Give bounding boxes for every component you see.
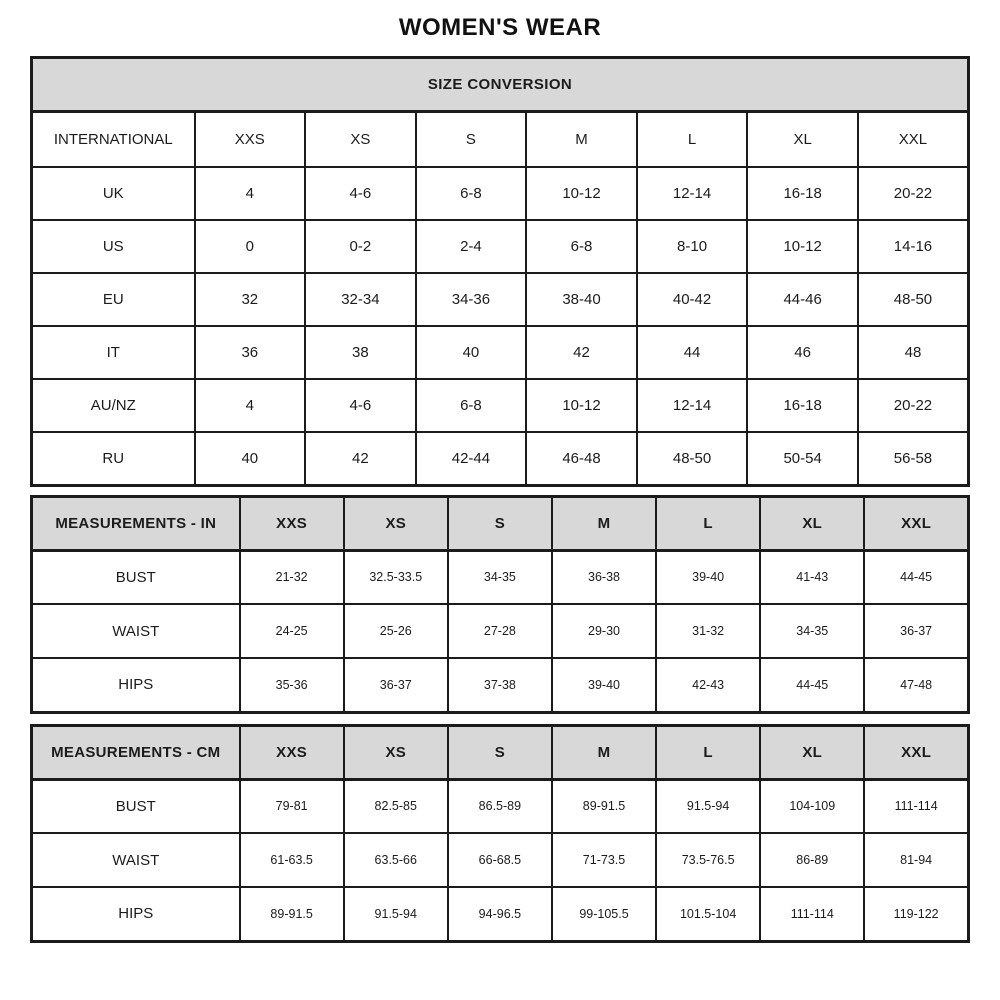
value-cell: 10-12 bbox=[526, 167, 637, 220]
value-cell: 21-32 bbox=[240, 550, 344, 604]
value-cell: 27-28 bbox=[448, 604, 552, 658]
page-title: WOMEN'S WEAR bbox=[398, 14, 602, 41]
size-column-header: XS bbox=[344, 725, 448, 779]
size-column-header: XL bbox=[760, 496, 864, 550]
size-column-header: XXL bbox=[864, 725, 968, 779]
size-column-header: S bbox=[448, 725, 552, 779]
size-column-header: XXL bbox=[858, 112, 969, 168]
value-cell: 20-22 bbox=[858, 379, 969, 432]
row-label: BUST bbox=[32, 550, 240, 604]
row-label: WAIST bbox=[32, 833, 240, 887]
size-column-header: S bbox=[448, 496, 552, 550]
value-cell: 34-35 bbox=[760, 604, 864, 658]
row-label: US bbox=[32, 220, 195, 273]
value-cell: 44-45 bbox=[864, 550, 968, 604]
size-column-header: S bbox=[416, 112, 527, 168]
value-cell: 42-44 bbox=[416, 432, 527, 485]
size-column-header: XXS bbox=[240, 496, 344, 550]
table-row bbox=[32, 833, 969, 887]
value-cell: 32 bbox=[195, 273, 306, 326]
value-cell: 36 bbox=[195, 326, 306, 379]
table-row bbox=[32, 779, 969, 833]
value-cell: 32.5-33.5 bbox=[344, 550, 448, 604]
size-column-header: XL bbox=[760, 725, 864, 779]
row-label: WAIST bbox=[32, 604, 240, 658]
value-cell: 39-40 bbox=[656, 550, 760, 604]
table-gap bbox=[30, 487, 970, 495]
value-cell: 29-30 bbox=[552, 604, 656, 658]
size-column-header: L bbox=[656, 496, 760, 550]
value-cell: 8-10 bbox=[637, 220, 748, 273]
size-conversion-table bbox=[30, 56, 970, 487]
column-header-row bbox=[32, 496, 969, 550]
value-cell: 25-26 bbox=[344, 604, 448, 658]
value-cell: 71-73.5 bbox=[552, 833, 656, 887]
value-cell: 56-58 bbox=[858, 432, 969, 485]
size-column-header: M bbox=[552, 725, 656, 779]
value-cell: 81-94 bbox=[864, 833, 968, 887]
value-cell: 16-18 bbox=[747, 379, 858, 432]
value-cell: 24-25 bbox=[240, 604, 344, 658]
value-cell: 20-22 bbox=[858, 167, 969, 220]
value-cell: 48 bbox=[858, 326, 969, 379]
value-cell: 91.5-94 bbox=[344, 887, 448, 941]
size-column-header: M bbox=[526, 112, 637, 168]
corner-header: MEASUREMENTS - IN bbox=[32, 496, 240, 550]
value-cell: 42-43 bbox=[656, 658, 760, 712]
measurements-inches-table bbox=[30, 495, 970, 714]
value-cell: 46 bbox=[747, 326, 858, 379]
value-cell: 16-18 bbox=[747, 167, 858, 220]
value-cell: 4-6 bbox=[305, 167, 416, 220]
value-cell: 6-8 bbox=[416, 379, 527, 432]
value-cell: 111-114 bbox=[760, 887, 864, 941]
table-row bbox=[32, 604, 969, 658]
value-cell: 40 bbox=[416, 326, 527, 379]
table-banner: SIZE CONVERSION bbox=[32, 58, 969, 112]
value-cell: 48-50 bbox=[637, 432, 748, 485]
table-row bbox=[32, 326, 969, 379]
measurements-cm-table bbox=[30, 724, 970, 943]
value-cell: 0-2 bbox=[305, 220, 416, 273]
table-row bbox=[32, 167, 969, 220]
column-header-row bbox=[32, 725, 969, 779]
value-cell: 4-6 bbox=[305, 379, 416, 432]
value-cell: 44-46 bbox=[747, 273, 858, 326]
value-cell: 101.5-104 bbox=[656, 887, 760, 941]
table-row bbox=[32, 273, 969, 326]
value-cell: 12-14 bbox=[637, 379, 748, 432]
value-cell: 66-68.5 bbox=[448, 833, 552, 887]
table-gap bbox=[30, 714, 970, 724]
value-cell: 86.5-89 bbox=[448, 779, 552, 833]
value-cell: 82.5-85 bbox=[344, 779, 448, 833]
value-cell: 91.5-94 bbox=[656, 779, 760, 833]
size-column-header: XXS bbox=[240, 725, 344, 779]
value-cell: 38 bbox=[305, 326, 416, 379]
size-column-header: XXS bbox=[195, 112, 306, 168]
row-label: HIPS bbox=[32, 658, 240, 712]
value-cell: 63.5-66 bbox=[344, 833, 448, 887]
value-cell: 47-48 bbox=[864, 658, 968, 712]
value-cell: 111-114 bbox=[864, 779, 968, 833]
value-cell: 89-91.5 bbox=[240, 887, 344, 941]
table-row bbox=[32, 220, 969, 273]
size-column-header: XS bbox=[344, 496, 448, 550]
row-label: UK bbox=[32, 167, 195, 220]
table-row bbox=[32, 432, 969, 485]
table-row bbox=[32, 550, 969, 604]
value-cell: 99-105.5 bbox=[552, 887, 656, 941]
size-column-header: M bbox=[552, 496, 656, 550]
value-cell: 40-42 bbox=[637, 273, 748, 326]
corner-header: MEASUREMENTS - CM bbox=[32, 725, 240, 779]
column-header-row bbox=[32, 112, 969, 168]
value-cell: 35-36 bbox=[240, 658, 344, 712]
value-cell: 39-40 bbox=[552, 658, 656, 712]
value-cell: 61-63.5 bbox=[240, 833, 344, 887]
value-cell: 50-54 bbox=[747, 432, 858, 485]
value-cell: 6-8 bbox=[526, 220, 637, 273]
value-cell: 46-48 bbox=[526, 432, 637, 485]
value-cell: 94-96.5 bbox=[448, 887, 552, 941]
value-cell: 42 bbox=[526, 326, 637, 379]
value-cell: 12-14 bbox=[637, 167, 748, 220]
value-cell: 10-12 bbox=[747, 220, 858, 273]
value-cell: 79-81 bbox=[240, 779, 344, 833]
value-cell: 2-4 bbox=[416, 220, 527, 273]
value-cell: 32-34 bbox=[305, 273, 416, 326]
value-cell: 31-32 bbox=[656, 604, 760, 658]
value-cell: 0 bbox=[195, 220, 306, 273]
row-label: IT bbox=[32, 326, 195, 379]
value-cell: 4 bbox=[195, 379, 306, 432]
row-label: AU/NZ bbox=[32, 379, 195, 432]
value-cell: 37-38 bbox=[448, 658, 552, 712]
corner-header: INTERNATIONAL bbox=[32, 112, 195, 168]
table-row bbox=[32, 658, 969, 712]
value-cell: 34-36 bbox=[416, 273, 527, 326]
value-cell: 36-38 bbox=[552, 550, 656, 604]
value-cell: 48-50 bbox=[858, 273, 969, 326]
value-cell: 86-89 bbox=[760, 833, 864, 887]
size-column-header: XXL bbox=[864, 496, 968, 550]
row-label: HIPS bbox=[32, 887, 240, 941]
value-cell: 34-35 bbox=[448, 550, 552, 604]
value-cell: 14-16 bbox=[858, 220, 969, 273]
value-cell: 36-37 bbox=[344, 658, 448, 712]
value-cell: 44-45 bbox=[760, 658, 864, 712]
value-cell: 89-91.5 bbox=[552, 779, 656, 833]
row-label: EU bbox=[32, 273, 195, 326]
value-cell: 41-43 bbox=[760, 550, 864, 604]
size-column-header: L bbox=[656, 725, 760, 779]
value-cell: 42 bbox=[305, 432, 416, 485]
value-cell: 44 bbox=[637, 326, 748, 379]
row-label: RU bbox=[32, 432, 195, 485]
row-label: BUST bbox=[32, 779, 240, 833]
table-banner-row bbox=[32, 58, 969, 112]
value-cell: 10-12 bbox=[526, 379, 637, 432]
value-cell: 104-109 bbox=[760, 779, 864, 833]
value-cell: 73.5-76.5 bbox=[656, 833, 760, 887]
value-cell: 4 bbox=[195, 167, 306, 220]
value-cell: 6-8 bbox=[416, 167, 527, 220]
value-cell: 38-40 bbox=[526, 273, 637, 326]
value-cell: 40 bbox=[195, 432, 306, 485]
table-row bbox=[32, 379, 969, 432]
value-cell: 119-122 bbox=[864, 887, 968, 941]
value-cell: 36-37 bbox=[864, 604, 968, 658]
table-row bbox=[32, 887, 969, 941]
size-column-header: XS bbox=[305, 112, 416, 168]
size-column-header: L bbox=[637, 112, 748, 168]
size-column-header: XL bbox=[747, 112, 858, 168]
